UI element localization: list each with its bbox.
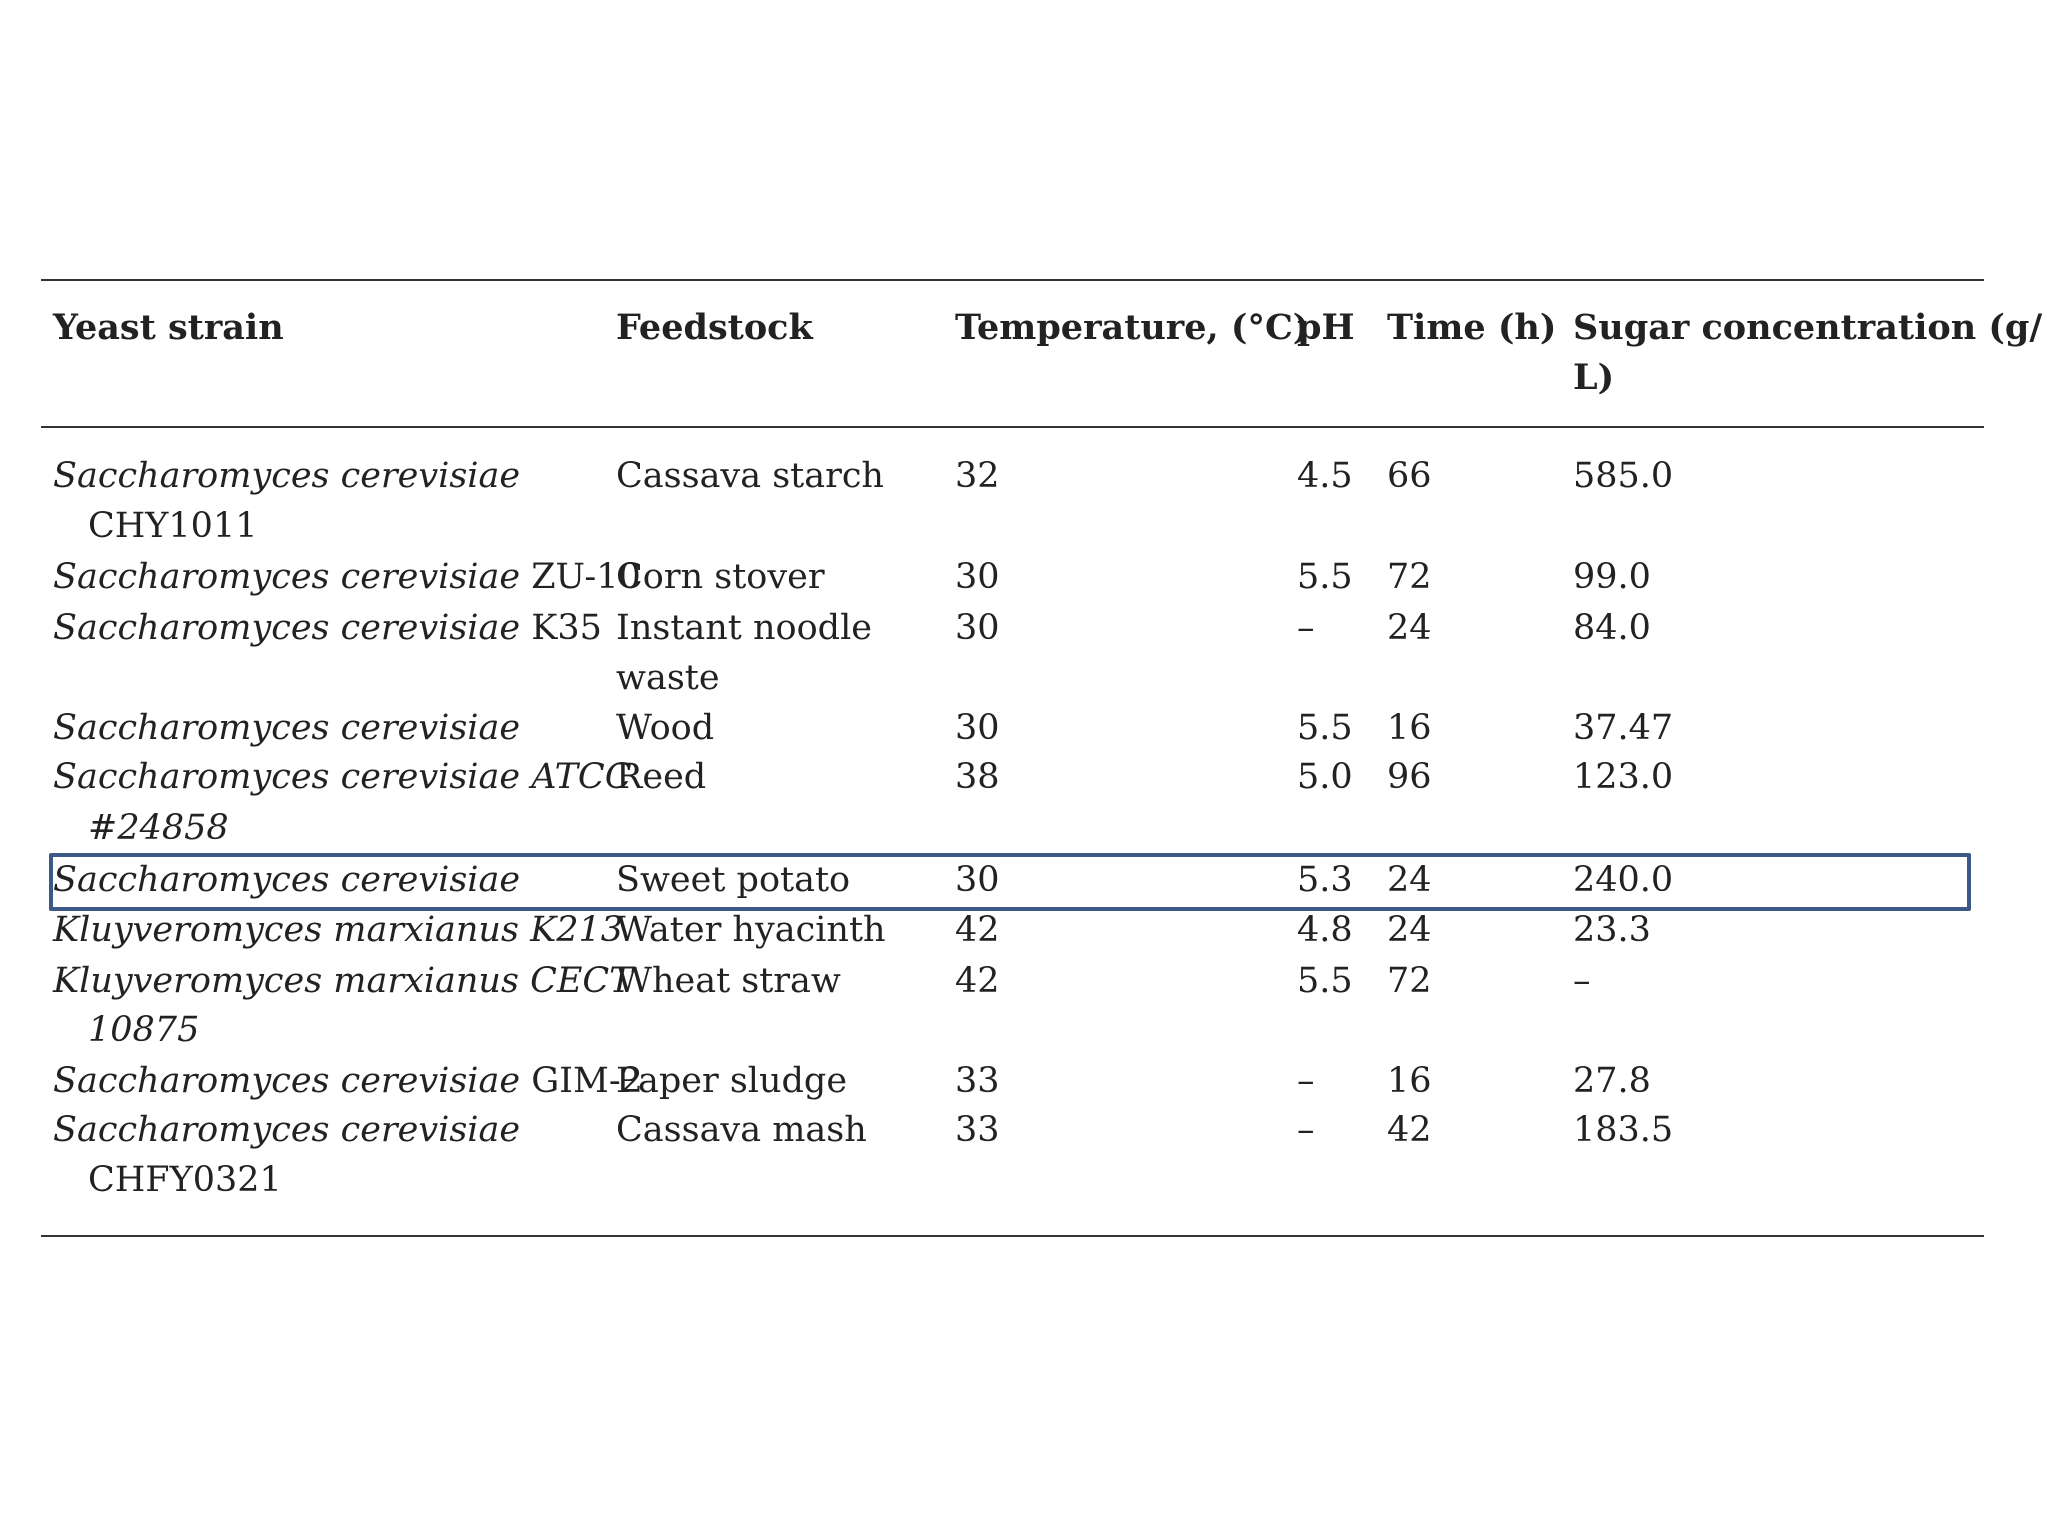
strain-name: Saccharomyces cerevisiae — [53, 456, 521, 496]
cell-strain — [53, 855, 520, 905]
table-top-rule — [41, 279, 1984, 281]
cell-strain — [53, 1105, 520, 1155]
header-sugar-line1: Sugar concentration (g/ — [1573, 307, 2043, 348]
strain-continuation: CHY1011 — [88, 506, 258, 546]
cell-temperature: 42 — [955, 910, 1000, 950]
header-sugar-concentration — [1573, 303, 2042, 403]
cell-feedstock: Cassava starch — [616, 456, 884, 496]
cell-sugar: 99.0 — [1573, 557, 1651, 597]
header-sugar-line2: L) — [1573, 357, 1615, 398]
strain-name: Saccharomyces cerevisiae — [53, 1110, 521, 1150]
cell-temperature: 30 — [955, 608, 1000, 648]
cell-sugar: 23.3 — [1573, 910, 1651, 950]
header-time: Time (h) — [1387, 307, 1557, 348]
cell-time: 96 — [1387, 757, 1432, 797]
cell-temperature: 42 — [955, 961, 1000, 1001]
cell-time: 24 — [1387, 860, 1432, 900]
cell-strain — [53, 703, 520, 753]
cell-sugar: 585.0 — [1573, 456, 1674, 496]
cell-temperature: 30 — [955, 557, 1000, 597]
table-header-rule — [41, 426, 1984, 428]
header-temperature: Temperature, (°C) — [955, 307, 1310, 348]
cell-ph: 5.0 — [1297, 757, 1353, 797]
cell-feedstock: Paper sludge — [616, 1061, 848, 1101]
strain-continuation: #24858 — [88, 808, 229, 848]
cell-temperature: 33 — [955, 1061, 1000, 1101]
cell-strain — [53, 451, 520, 501]
strain-continuation: 10875 — [88, 1010, 200, 1050]
strain-name: Saccharomyces cerevisiae — [53, 708, 521, 748]
cell-ph: 5.3 — [1297, 860, 1353, 900]
cell-sugar: – — [1573, 961, 1591, 1001]
cell-time: 24 — [1387, 608, 1432, 648]
cell-time: 72 — [1387, 961, 1432, 1001]
cell-temperature: 30 — [955, 860, 1000, 900]
strain-suffix: ZU-10 — [520, 557, 641, 597]
cell-sugar: 27.8 — [1573, 1061, 1651, 1101]
strain-continuation: CHFY0321 — [88, 1160, 282, 1200]
cell-temperature: 32 — [955, 456, 1000, 496]
header-yeast-strain: Yeast strain — [53, 307, 284, 348]
cell-sugar: 84.0 — [1573, 608, 1651, 648]
header-ph: pH — [1297, 307, 1355, 348]
cell-time: 16 — [1387, 1061, 1432, 1101]
cell-ph: 5.5 — [1297, 557, 1353, 597]
cell-sugar: 183.5 — [1573, 1110, 1674, 1150]
cell-ph: 4.5 — [1297, 456, 1353, 496]
cell-strain — [53, 905, 623, 955]
cell-sugar: 123.0 — [1573, 757, 1674, 797]
cell-feedstock: Wheat straw — [616, 961, 841, 1001]
cell-strain — [53, 752, 631, 802]
cell-ph: 5.5 — [1297, 961, 1353, 1001]
cell-feedstock: Sweet potato — [616, 860, 851, 900]
cell-time: 42 — [1387, 1110, 1432, 1150]
strain-name: Saccharomyces cerevisiae ATCC — [53, 757, 632, 797]
cell-ph: – — [1297, 1110, 1315, 1150]
cell-strain — [53, 1056, 643, 1106]
cell-ph: 5.5 — [1297, 708, 1353, 748]
cell-temperature: 30 — [955, 708, 1000, 748]
feedstock-continuation: waste — [616, 658, 720, 698]
table-bottom-rule — [41, 1235, 1984, 1237]
cell-feedstock: Reed — [616, 757, 707, 797]
strain-name: Kluyveromyces marxianus K213 — [53, 910, 624, 950]
cell-feedstock: Corn stover — [616, 557, 825, 597]
strain-name: Saccharomyces cerevisiae — [53, 608, 521, 648]
cell-strain — [53, 603, 602, 653]
cell-feedstock: Water hyacinth — [616, 910, 886, 950]
cell-feedstock: Instant noodle — [616, 608, 872, 648]
cell-time: 16 — [1387, 708, 1432, 748]
strain-name: Saccharomyces cerevisiae — [53, 557, 521, 597]
cell-sugar: 240.0 — [1573, 860, 1674, 900]
cell-temperature: 38 — [955, 757, 1000, 797]
cell-feedstock: Cassava mash — [616, 1110, 867, 1150]
cell-feedstock: Wood — [616, 708, 715, 748]
header-feedstock: Feedstock — [616, 307, 813, 348]
cell-ph: – — [1297, 608, 1315, 648]
cell-time: 24 — [1387, 910, 1432, 950]
cell-strain — [53, 956, 633, 1006]
strain-name: Kluyveromyces marxianus CECT — [53, 961, 633, 1001]
cell-temperature: 33 — [955, 1110, 1000, 1150]
cell-sugar: 37.47 — [1573, 708, 1674, 748]
strain-name: Saccharomyces cerevisiae — [53, 1061, 521, 1101]
cell-time: 72 — [1387, 557, 1432, 597]
strain-suffix: K35 — [520, 608, 602, 648]
cell-ph: – — [1297, 1061, 1315, 1101]
strain-suffix: GIM-2 — [520, 1061, 643, 1101]
cell-ph: 4.8 — [1297, 910, 1353, 950]
strain-name: Saccharomyces cerevisiae — [53, 860, 521, 900]
cell-time: 66 — [1387, 456, 1432, 496]
cell-strain — [53, 552, 641, 602]
